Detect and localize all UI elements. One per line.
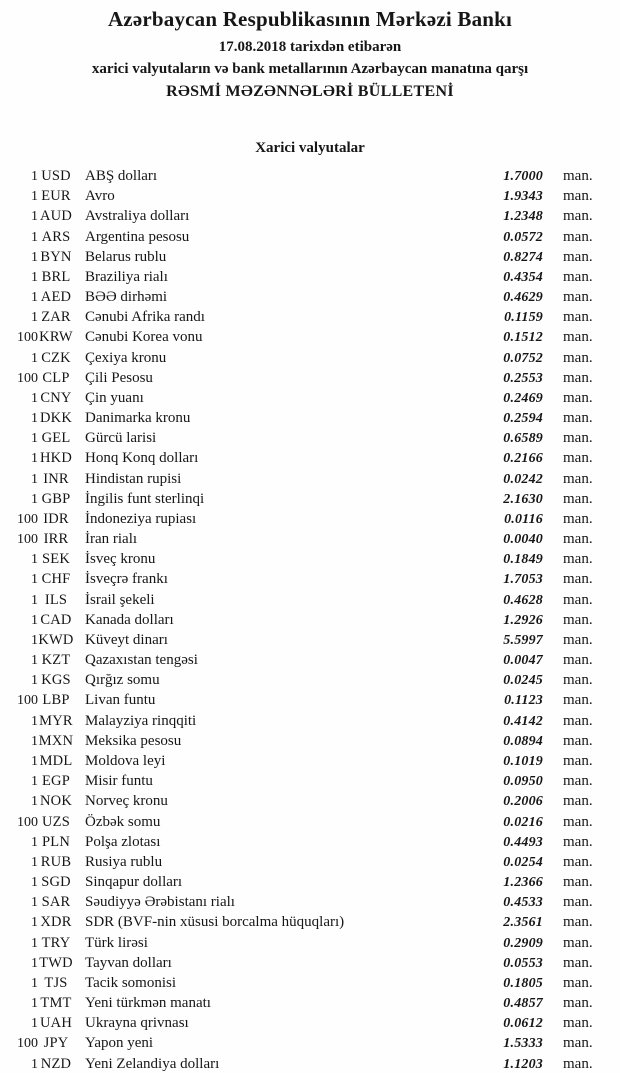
rate-value: 0.0216 [503, 814, 543, 830]
rate-row [0, 489, 620, 509]
rate-row [0, 368, 620, 388]
rate-value: 1.7053 [503, 572, 543, 588]
currency-code: ZAR [41, 309, 71, 326]
currency-name: Danimarka kronu [85, 410, 191, 427]
rate-value: 0.0116 [504, 511, 543, 527]
rate-row [0, 933, 620, 953]
quantity-value: 1 [31, 1016, 38, 1032]
unit-label: man. [563, 450, 593, 467]
quantity-value: 1 [31, 471, 38, 487]
rate-value: 0.0254 [503, 854, 543, 870]
rate-row [0, 832, 620, 852]
currency-name: Çili Pesosu [85, 369, 153, 386]
currency-code: EGP [42, 773, 70, 790]
currency-code: MDL [39, 752, 73, 769]
rate-row [0, 731, 620, 751]
unit-label: man. [563, 188, 593, 205]
rate-row [0, 388, 620, 408]
currency-code: USD [41, 168, 71, 184]
currency-code: HKD [39, 450, 72, 467]
quantity-value: 1 [31, 310, 38, 326]
quantity-value: 1 [31, 935, 38, 951]
currency-code: SEK [42, 551, 70, 568]
rate-row [0, 812, 620, 832]
currency-code: IDR [43, 510, 69, 527]
currency-name: Cənubi Korea vonu [85, 329, 203, 346]
currency-name: Hindistan rupisi [85, 470, 182, 487]
currency-name: Qırğız somu [85, 672, 160, 689]
bank-title: Azərbaycan Respublikasının Mərkəzi Bankı [107, 7, 513, 31]
rate-value: 1.2366 [503, 875, 543, 891]
rate-row [0, 1013, 620, 1033]
quantity-value: 1 [31, 713, 38, 729]
unit-label: man. [563, 268, 593, 285]
currency-code: CAD [40, 611, 72, 628]
currency-code: KGS [41, 672, 71, 689]
rate-value: 0.6589 [503, 431, 543, 447]
unit-label: man. [563, 349, 593, 366]
quantity-value: 1 [31, 794, 38, 810]
rate-row [0, 287, 620, 307]
currency-name: İngilis funt sterlinqi [85, 490, 205, 507]
rate-value: 0.4857 [503, 996, 543, 1012]
currency-name: Rusiya rublu [85, 853, 163, 870]
quantity-value: 1 [31, 390, 38, 406]
currency-name: Norveç kronu [85, 793, 168, 810]
currency-code: LBP [42, 692, 70, 709]
unit-label: man. [563, 752, 593, 769]
currency-name: Kanada dolları [85, 611, 174, 628]
quantity-value: 1 [31, 491, 38, 507]
currency-name: Meksika pesosu [85, 732, 182, 749]
currency-code: CNY [40, 389, 72, 406]
rate-row [0, 630, 620, 650]
currency-name: İran rialı [85, 531, 138, 548]
unit-label: man. [563, 914, 593, 931]
currency-name: Avstraliya dolları [85, 208, 190, 225]
quantity-value: 1 [31, 169, 38, 184]
rate-row [0, 852, 620, 872]
rate-row [0, 529, 620, 549]
unit-label: man. [563, 652, 593, 669]
currency-code: ILS [44, 591, 68, 608]
unit-label: man. [563, 208, 593, 225]
quantity-value: 1 [31, 854, 38, 870]
currency-code: AED [40, 289, 72, 306]
quantity-value: 1 [31, 451, 38, 467]
currency-name: İsrail şekeli [85, 591, 155, 608]
quantity-value: 1 [31, 552, 38, 568]
currency-name: Yapon yeni [85, 1035, 154, 1052]
rate-row [0, 549, 620, 569]
subject-line: xarici valyutaların və bank metallarının Azərbaycan manatına qarşı [91, 61, 529, 77]
currency-name: Polşa zlotası [85, 833, 161, 850]
currency-code: IRR [43, 531, 69, 548]
unit-label: man. [563, 329, 593, 346]
currency-name: Yeni türkmən manatı [85, 995, 211, 1012]
currency-name: ABŞ dolları [85, 168, 158, 184]
rate-row [0, 751, 620, 771]
rate-row [0, 186, 620, 206]
rate-row [0, 469, 620, 489]
rate-row [0, 348, 620, 368]
unit-label: man. [563, 228, 593, 245]
rate-row [0, 791, 620, 811]
rate-value: 0.0894 [503, 733, 543, 749]
currency-name: Səudiyyə Ərəbistanı rialı [85, 894, 235, 911]
unit-label: man. [563, 692, 593, 709]
unit-label: man. [563, 974, 593, 991]
rate-value: 0.0950 [503, 774, 543, 790]
currency-code: CLP [42, 369, 70, 386]
currency-code: UAH [39, 1015, 72, 1032]
rate-row [0, 1033, 620, 1053]
currency-code: JPY [43, 1035, 69, 1052]
rate-value: 0.4628 [503, 592, 543, 608]
currency-name: Türk lirəsi [85, 934, 148, 951]
unit-label: man. [563, 470, 593, 487]
currency-code: TJS [44, 974, 68, 991]
currency-code: TRY [41, 934, 71, 951]
unit-label: man. [563, 934, 593, 951]
currency-name: Braziliya rialı [85, 268, 168, 285]
currency-code: BYN [40, 248, 72, 265]
rate-value: 0.1123 [504, 693, 543, 709]
rate-value: 0.2006 [503, 794, 543, 810]
section-title-foreign-currencies: Xarici valyutalar [255, 140, 365, 156]
currency-code: NOK [39, 793, 72, 810]
rate-row [0, 610, 620, 630]
unit-label: man. [563, 954, 593, 971]
quantity-value: 1 [31, 875, 38, 891]
currency-name: Gürcü larisi [85, 430, 157, 447]
currency-name: İsveçrə frankı [85, 571, 168, 588]
unit-label: man. [563, 874, 593, 891]
currency-code: TMT [40, 995, 72, 1012]
unit-label: man. [563, 1035, 593, 1052]
unit-label: man. [563, 672, 593, 689]
quantity-value: 1 [31, 996, 38, 1012]
quantity-value: 1 [31, 612, 38, 628]
rate-value: 0.1805 [503, 975, 543, 991]
currency-code: KWD [38, 631, 74, 648]
quantity-value: 1 [31, 1056, 38, 1072]
quantity-value: 1 [31, 975, 38, 991]
rate-row [0, 993, 620, 1013]
quantity-value: 100 [17, 532, 38, 548]
quantity-value: 1 [31, 733, 38, 749]
currency-name: Cənubi Afrika randı [85, 309, 205, 326]
currency-code: TWD [39, 954, 73, 971]
rate-value: 0.4493 [503, 834, 543, 850]
rate-value: 0.0047 [503, 653, 543, 669]
unit-label: man. [563, 248, 593, 265]
currency-code: CHF [41, 571, 71, 588]
currency-code: ARS [41, 228, 71, 245]
unit-label: man. [563, 510, 593, 527]
unit-label: man. [563, 853, 593, 870]
currency-code: MYR [39, 712, 73, 729]
rate-value: 0.4533 [503, 895, 543, 911]
currency-name: Ukrayna qrivnası [85, 1015, 189, 1032]
document-header [0, 7, 620, 102]
quantity-value: 1 [31, 209, 38, 225]
rate-row [0, 448, 620, 468]
currency-name: İsveç kronu [85, 551, 156, 568]
rate-row [0, 650, 620, 670]
currency-name: Qazaxıstan tengəsi [85, 652, 198, 669]
rate-value: 0.0752 [503, 350, 543, 366]
rate-value: 0.1512 [503, 330, 543, 346]
unit-label: man. [563, 490, 593, 507]
unit-label: man. [563, 1015, 593, 1032]
currency-name: Belarus rublu [85, 248, 167, 265]
quantity-value: 1 [31, 350, 38, 366]
rate-value: 0.4354 [503, 269, 543, 285]
rate-row [0, 408, 620, 428]
currency-name: Moldova leyi [85, 752, 166, 769]
currency-code: CZK [41, 349, 71, 366]
currency-code: NZD [40, 1055, 72, 1072]
rate-value: 0.0040 [503, 532, 543, 548]
rate-value: 0.2469 [503, 390, 543, 406]
rate-value: 2.1630 [503, 491, 543, 507]
unit-label: man. [563, 732, 593, 749]
currency-name: Sinqapur dolları [85, 874, 183, 891]
currency-name: SDR (BVF-nin xüsusi borcalma hüquqları) [85, 914, 345, 931]
rate-value: 0.0553 [503, 955, 543, 971]
rate-value: 0.2553 [503, 370, 543, 386]
currency-name: BƏƏ dirhəmi [85, 289, 168, 306]
currency-name: Özbək somu [85, 813, 161, 830]
rate-row [0, 327, 620, 347]
rate-row [0, 428, 620, 448]
rate-value: 1.2926 [503, 612, 543, 628]
unit-label: man. [563, 712, 593, 729]
rate-row [0, 509, 620, 529]
currency-code: KZT [41, 652, 71, 669]
currency-code: RUB [40, 853, 72, 870]
unit-label: man. [563, 611, 593, 628]
quantity-value: 1 [31, 673, 38, 689]
quantity-value: 100 [17, 330, 38, 346]
currency-code: PLN [42, 833, 70, 850]
unit-label: man. [563, 1055, 593, 1072]
currency-code: XDR [40, 914, 72, 931]
quantity-value: 1 [31, 895, 38, 911]
rate-row [0, 247, 620, 267]
quantity-value: 100 [17, 814, 38, 830]
currency-name: Tayvan dolları [85, 954, 172, 971]
rate-value: 1.5333 [503, 1036, 543, 1052]
quantity-value: 1 [31, 229, 38, 245]
unit-label: man. [563, 168, 593, 184]
quantity-value: 1 [31, 431, 38, 447]
rate-row [0, 670, 620, 690]
rate-value: 0.0612 [503, 1016, 543, 1032]
unit-label: man. [563, 430, 593, 447]
currency-code: MXN [38, 732, 74, 749]
currency-code: INR [43, 470, 69, 487]
quantity-value: 1 [31, 834, 38, 850]
currency-name: Argentina pesosu [85, 228, 190, 245]
rate-row [0, 166, 620, 186]
rate-row [0, 227, 620, 247]
rate-row [0, 973, 620, 993]
unit-label: man. [563, 410, 593, 427]
rate-row [0, 569, 620, 589]
rate-row [0, 912, 620, 932]
quantity-value: 1 [31, 915, 38, 931]
rates-table [0, 166, 620, 1073]
currency-name: Çexiya kronu [85, 349, 167, 366]
currency-name: Honq Konq dolları [85, 450, 199, 467]
rate-row [0, 267, 620, 287]
quantity-value: 100 [17, 1036, 38, 1052]
currency-code: EUR [41, 188, 71, 205]
rate-value: 1.7000 [503, 169, 543, 184]
currency-code: KRW [39, 329, 73, 346]
currency-code: BRL [41, 268, 71, 285]
currency-name: Tacik somonisi [85, 974, 177, 991]
unit-label: man. [563, 369, 593, 386]
rate-value: 2.3561 [503, 915, 543, 931]
rate-value: 5.5997 [503, 632, 543, 648]
currency-code: SAR [41, 894, 71, 911]
rate-value: 0.1849 [503, 552, 543, 568]
unit-label: man. [563, 309, 593, 326]
unit-label: man. [563, 995, 593, 1012]
quantity-value: 1 [31, 189, 38, 205]
unit-label: man. [563, 591, 593, 608]
rate-value: 0.2166 [503, 451, 543, 467]
currency-code: DKK [39, 410, 72, 427]
currency-name: Livan funtu [85, 692, 156, 709]
quantity-value: 1 [31, 592, 38, 608]
unit-label: man. [563, 833, 593, 850]
rate-value: 0.0245 [503, 673, 543, 689]
rate-row [0, 872, 620, 892]
rate-value: 0.2909 [503, 935, 543, 951]
rate-value: 1.1203 [503, 1056, 543, 1072]
quantity-value: 1 [31, 290, 38, 306]
currency-name: Malayziya rinqqiti [85, 712, 197, 729]
rate-row [0, 307, 620, 327]
rate-value: 0.0242 [503, 471, 543, 487]
quantity-value: 1 [31, 774, 38, 790]
unit-label: man. [563, 793, 593, 810]
rate-row [0, 1054, 620, 1073]
rate-row [0, 690, 620, 710]
rate-value: 1.9343 [503, 189, 543, 205]
quantity-value: 1 [31, 269, 38, 285]
rate-value: 0.4629 [503, 290, 543, 306]
quantity-value: 1 [31, 411, 38, 427]
rate-row [0, 892, 620, 912]
rate-value: 1.2348 [503, 209, 543, 225]
quantity-value: 100 [17, 370, 38, 386]
unit-label: man. [563, 571, 593, 588]
unit-label: man. [563, 389, 593, 406]
unit-label: man. [563, 631, 593, 648]
unit-label: man. [563, 894, 593, 911]
currency-name: İndoneziya rupiası [85, 510, 197, 527]
quantity-value: 1 [31, 753, 38, 769]
currency-name: Çin yuanı [85, 389, 144, 406]
unit-label: man. [563, 813, 593, 830]
quantity-value: 100 [17, 693, 38, 709]
unit-label: man. [563, 773, 593, 790]
unit-label: man. [563, 531, 593, 548]
rate-value: 0.4142 [503, 713, 543, 729]
rate-value: 0.2594 [503, 411, 543, 427]
unit-label: man. [563, 289, 593, 306]
currency-name: Yeni Zelandiya dolları [85, 1055, 220, 1072]
rate-row [0, 711, 620, 731]
currency-code: GBP [41, 490, 71, 507]
currency-name: Küveyt dinarı [85, 631, 168, 648]
currency-code: GEL [41, 430, 71, 447]
rate-value: 0.0572 [503, 229, 543, 245]
rate-row [0, 206, 620, 226]
quantity-value: 1 [31, 572, 38, 588]
quantity-value: 1 [31, 249, 38, 265]
quantity-value: 1 [31, 955, 38, 971]
rate-value: 0.8274 [503, 249, 543, 265]
unit-label: man. [563, 551, 593, 568]
rate-row [0, 590, 620, 610]
rate-value: 0.1159 [504, 310, 543, 326]
quantity-value: 1 [31, 632, 38, 648]
currency-code: AUD [39, 208, 72, 225]
currency-code: SGD [41, 874, 71, 891]
quantity-value: 1 [31, 653, 38, 669]
currency-name: Misir funtu [85, 773, 153, 790]
currency-name: Avro [85, 188, 115, 205]
rate-row [0, 953, 620, 973]
effective-date-line: 17.08.2018 tarixdən etibarən [218, 39, 402, 55]
rate-row [0, 771, 620, 791]
currency-code: UZS [42, 813, 70, 830]
rate-value: 0.1019 [503, 753, 543, 769]
quantity-value: 100 [17, 511, 38, 527]
bulletin-title: RƏSMİ MƏZƏNNƏLƏRİ BÜLLETENİ [166, 83, 454, 100]
